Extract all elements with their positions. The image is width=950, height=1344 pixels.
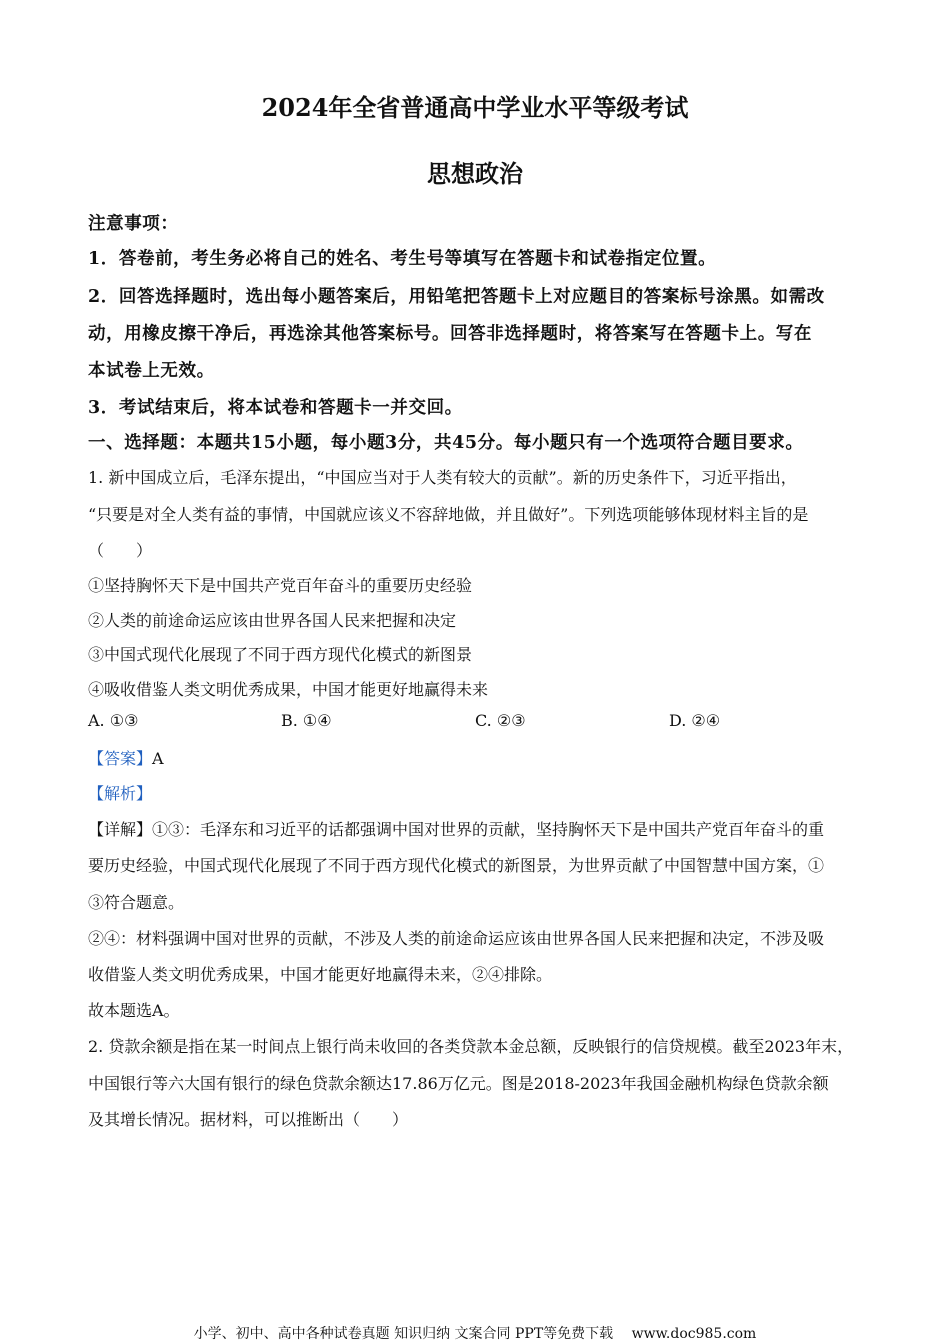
q1-stem-line-3: （ ） bbox=[88, 541, 153, 560]
notice-item-2-line-1: 2．回答选择题时，选出每小题答案后，用铅笔把答题卡上对应题目的答案标号涂黑。如需改 bbox=[88, 287, 825, 307]
q1-detail-line-3: ③符合题意。 bbox=[88, 893, 185, 912]
detail-tag: 【详解】 bbox=[88, 820, 153, 839]
exam-title: 2024年全省普通高中学业水平等级考试 bbox=[261, 93, 689, 122]
q1-answer bbox=[88, 746, 164, 769]
analysis-tag: 【解析】 bbox=[88, 784, 153, 803]
q1-option-c: C. ②③ bbox=[475, 711, 526, 730]
q1-conclusion: 故本题选A。 bbox=[88, 1001, 180, 1020]
q1-statement-3: ③中国式现代化展现了不同于西方现代化模式的新图景 bbox=[88, 645, 473, 664]
detail-text: ①③：毛泽东和习近平的话都强调中国对世界的贡献，坚持胸怀天下是中国共产党百年奋斗的重 bbox=[152, 820, 825, 839]
answer-value: A bbox=[152, 749, 164, 768]
q1-option-d: D. ②④ bbox=[669, 711, 721, 730]
notice-item-2-line-2: 动，用橡皮擦干净后，再选涂其他答案标号。回答非选择题时，将答案写在答题卡上。写在 bbox=[88, 324, 812, 344]
q1-statement-1: ①坚持胸怀天下是中国共产党百年奋斗的重要历史经验 bbox=[88, 576, 473, 595]
q1-detail-line-2: 要历史经验，中国式现代化展现了不同于西方现代化模式的新图景，为世界贡献了中国智慧中国方案，① bbox=[88, 856, 825, 875]
q1-detail-line-4: ②④：材料强调中国对世界的贡献，不涉及人类的前途命运应该由世界各国人民来把握和决定，不涉及吸 bbox=[88, 929, 825, 948]
subject-title: 思想政治 bbox=[427, 159, 523, 188]
q2-stem-line-1: 2. 贷款余额是指在某一时间点上银行尚未收回的各类贷款本金总额，反映银行的信贷规模。截至2023年末， bbox=[88, 1037, 854, 1056]
q2-stem-line-2: 中国银行等六大国有银行的绿色贷款余额达17.86万亿元。图是2018-2023年我国金融机构绿色贷款余额 bbox=[88, 1074, 829, 1093]
q1-statement-4: ④吸收借鉴人类文明优秀成果，中国才能更好地赢得未来 bbox=[88, 680, 489, 699]
q1-statement-2: ②人类的前途命运应该由世界各国人民来把握和决定 bbox=[88, 611, 457, 630]
q1-stem-line-2: “只要是对全人类有益的事情，中国就应该义不容辞地做，并且做好”。下列选项能够体现材料主旨的是 bbox=[88, 505, 809, 524]
q1-stem-line-1: 1. 新中国成立后，毛泽东提出，“中国应当对于人类有较大的贡献”。新的历史条件下，习近平指出， bbox=[88, 468, 797, 487]
q2-stem-line-3: 及其增长情况。据材料，可以推断出（ ） bbox=[88, 1110, 409, 1129]
notice-item-3: 3．考试结束后，将本试卷和答题卡一并交回。 bbox=[88, 398, 463, 418]
q1-detail-line-1 bbox=[88, 817, 824, 840]
page-footer: 小学、初中、高中各种试卷真题 知识归纳 文案合同 PPT等免费下载 www.doc985.com bbox=[193, 1326, 757, 1342]
q1-option-b: B. ①④ bbox=[281, 711, 332, 730]
q1-detail-line-5: 收借鉴人类文明优秀成果，中国才能更好地赢得未来，②④排除。 bbox=[88, 965, 553, 984]
notice-item-1: 1．答卷前，考生务必将自己的姓名、考生号等填写在答题卡和试卷指定位置。 bbox=[88, 249, 717, 269]
notice-item-2-line-3: 本试卷上无效。 bbox=[88, 361, 215, 381]
notice-heading: 注意事项： bbox=[88, 214, 179, 234]
q1-option-a: A. ①③ bbox=[88, 711, 139, 730]
section-heading: 一、选择题：本题共15小题，每小题3分，共45分。每小题只有一个选项符合题目要求。 bbox=[88, 433, 804, 453]
answer-tag: 【答案】 bbox=[88, 749, 153, 768]
